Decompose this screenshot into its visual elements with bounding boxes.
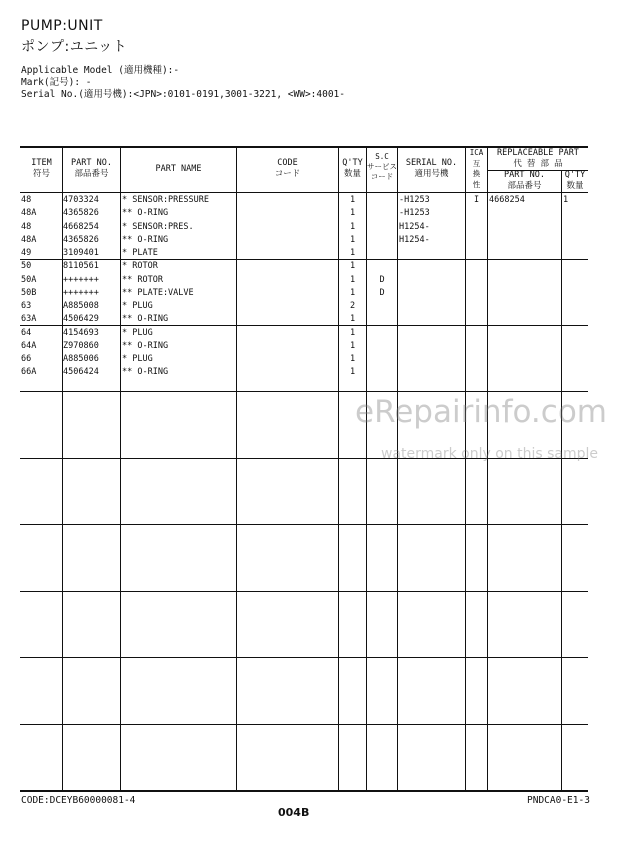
header-repl-qty-jp: 数量 [566,181,584,191]
header-sc-jp2: コード [370,172,394,181]
header-serial [398,158,465,180]
header-service-code [367,152,397,182]
header-qty-jp: 数量 [343,169,361,179]
col-divider [561,170,562,791]
cell-part-name: * SENSOR:PRESSURE [122,195,209,205]
cell-item: 50A [21,274,37,285]
header-ica-jp3: 性 [472,179,481,189]
cell-part-name: ** O-RING [122,234,169,245]
cell-item: 64A [21,340,37,351]
cell-item: 48A [21,208,37,219]
cell-part-no: A885008 [63,301,99,311]
col-divider [120,147,121,791]
col-divider [487,147,488,791]
header-repl-en: REPLACEABLE PART [497,148,579,158]
header-code-en: CODE [277,158,298,168]
header-partno [63,158,120,180]
cell-part-no: A885006 [63,354,99,364]
col-divider [397,147,398,791]
cell-part-no: 4506429 [63,314,99,325]
row-group-separator [20,524,588,525]
cell-part-name: ** O-RING [122,314,169,325]
col-divider [366,147,367,791]
cell-part-name: * PLUG [122,354,153,364]
header-bottom-border [20,192,588,193]
cell-part-no: 4365826 [63,234,99,245]
footer-code: CODE:DCEYB60000081-4 [21,795,136,806]
cell-qty: 1 [349,221,356,232]
cell-item: 48A [21,234,37,245]
cell-part-no: 8110561 [63,261,99,272]
cell-part-name: * PLUG [122,327,153,338]
row-group-separator [20,724,588,725]
watermark-note: watermark only on this sample [381,446,599,462]
cell-qty: 1 [349,261,356,272]
cell-qty: 2 [349,301,356,311]
cell-serial: -H1253 [399,195,430,205]
cell-qty: 1 [349,327,356,338]
cell-part-no: 3109401 [63,248,99,258]
row-group-separator [20,591,588,592]
header-serial-jp: 適用号機 [414,169,449,179]
cell-part-name: ** O-RING [122,208,169,219]
cell-item: 63A [21,314,37,325]
cell-item: 63 [21,301,32,311]
title-english: PUMP:UNIT [21,18,103,34]
cell-serial: -H1253 [399,208,430,219]
mark-line: Mark(記号): - [21,77,92,88]
cell-part-name: * ROTOR [122,261,158,272]
cell-part-no: 4154693 [63,327,99,338]
cell-repl-qty: 1 [563,195,569,205]
cell-ica: I [473,195,480,205]
cell-qty: 1 [349,354,356,364]
cell-part-no: +++++++ [63,287,99,298]
header-repl-partno-en: PART NO. [504,170,545,180]
header-ica-jp1: 互 [472,158,481,168]
header-replaceable [488,148,588,170]
footer-ref: PNDCA0-E1-3 [527,795,590,806]
table-bottom-border [20,790,588,792]
header-repl-partno-jp: 部品番号 [507,181,542,191]
header-sc-jp1: サービス [367,162,397,171]
cell-qty: 1 [349,208,356,219]
cell-qty: 1 [349,340,356,351]
header-code-jp: コード [274,169,301,179]
cell-part-name: * PLUG [122,301,153,311]
applicable-model: Applicable Model (適用機種):- [21,65,180,76]
cell-item: 50 [21,261,32,272]
header-repl-partno [488,170,561,192]
cell-qty: 1 [349,314,356,325]
cell-part-name: * SENSOR:PRES. [122,221,194,232]
header-serial-en: SERIAL NO. [405,158,458,168]
watermark-site: eRepairinfo.com [355,394,607,430]
cell-serial: H1254- [399,234,430,245]
cell-qty: 1 [349,195,356,205]
header-repl-qty-en: Q'TY [564,170,586,180]
row-group-separator [20,657,588,658]
cell-qty: 1 [349,248,356,258]
cell-qty: 1 [349,287,356,298]
row-group-separator [20,391,588,392]
cell-part-no: 4703324 [63,195,99,205]
cell-part-no: 4506424 [63,367,99,378]
cell-part-name: ** ROTOR [122,274,163,285]
cell-item: 49 [21,248,32,258]
header-item-en: ITEM [31,158,52,168]
cell-repl-part: 4668254 [489,195,525,205]
cell-qty: 1 [349,274,356,285]
cell-item: 66A [21,367,37,378]
cell-sc: D [379,287,385,298]
cell-item: 66 [21,354,32,364]
header-qty-en: Q'TY [342,158,363,168]
header-ica [466,148,487,190]
cell-sc: D [379,274,385,285]
header-item-jp: 符号 [32,169,50,179]
cell-part-no: Z970860 [63,340,99,351]
header-sc-en: S.C [375,152,389,161]
cell-part-no: 4668254 [63,221,99,232]
header-repl-jp: 代 替 部 品 [513,159,563,169]
header-partno-jp: 部品番号 [74,169,109,179]
col-divider [236,147,237,791]
cell-qty: 1 [349,367,356,378]
cell-part-name: ** O-RING [122,367,169,378]
cell-part-name: ** PLATE:VALVE [122,287,194,298]
header-ica-jp2: 換 [472,169,481,178]
cell-item: 64 [21,327,32,338]
page-number: 004B [278,806,310,819]
col-divider [465,147,466,791]
header-partname: PART NAME [155,164,202,174]
header-partno-en: PART NO. [71,158,112,168]
header-qty [339,158,366,180]
cell-item: 48 [21,195,32,205]
cell-qty: 1 [349,234,356,245]
cell-part-name: * PLATE [122,248,158,258]
header-code [237,158,338,180]
serial-line: Serial No.(適用号機):<JPN>:0101-0191,3001-3221, <WW>:4001- [21,89,345,100]
cell-item: 50B [21,287,37,298]
cell-part-name: ** O-RING [122,340,169,351]
cell-part-no: 4365826 [63,208,99,219]
header-ica-en: ICA [469,148,484,157]
cell-part-no: +++++++ [63,274,99,285]
cell-serial: H1254- [399,221,430,232]
title-japanese: ポンプ:ユニット [21,39,128,55]
header-repl-qty [562,170,588,192]
cell-item: 48 [21,221,32,232]
header-item [21,158,62,180]
